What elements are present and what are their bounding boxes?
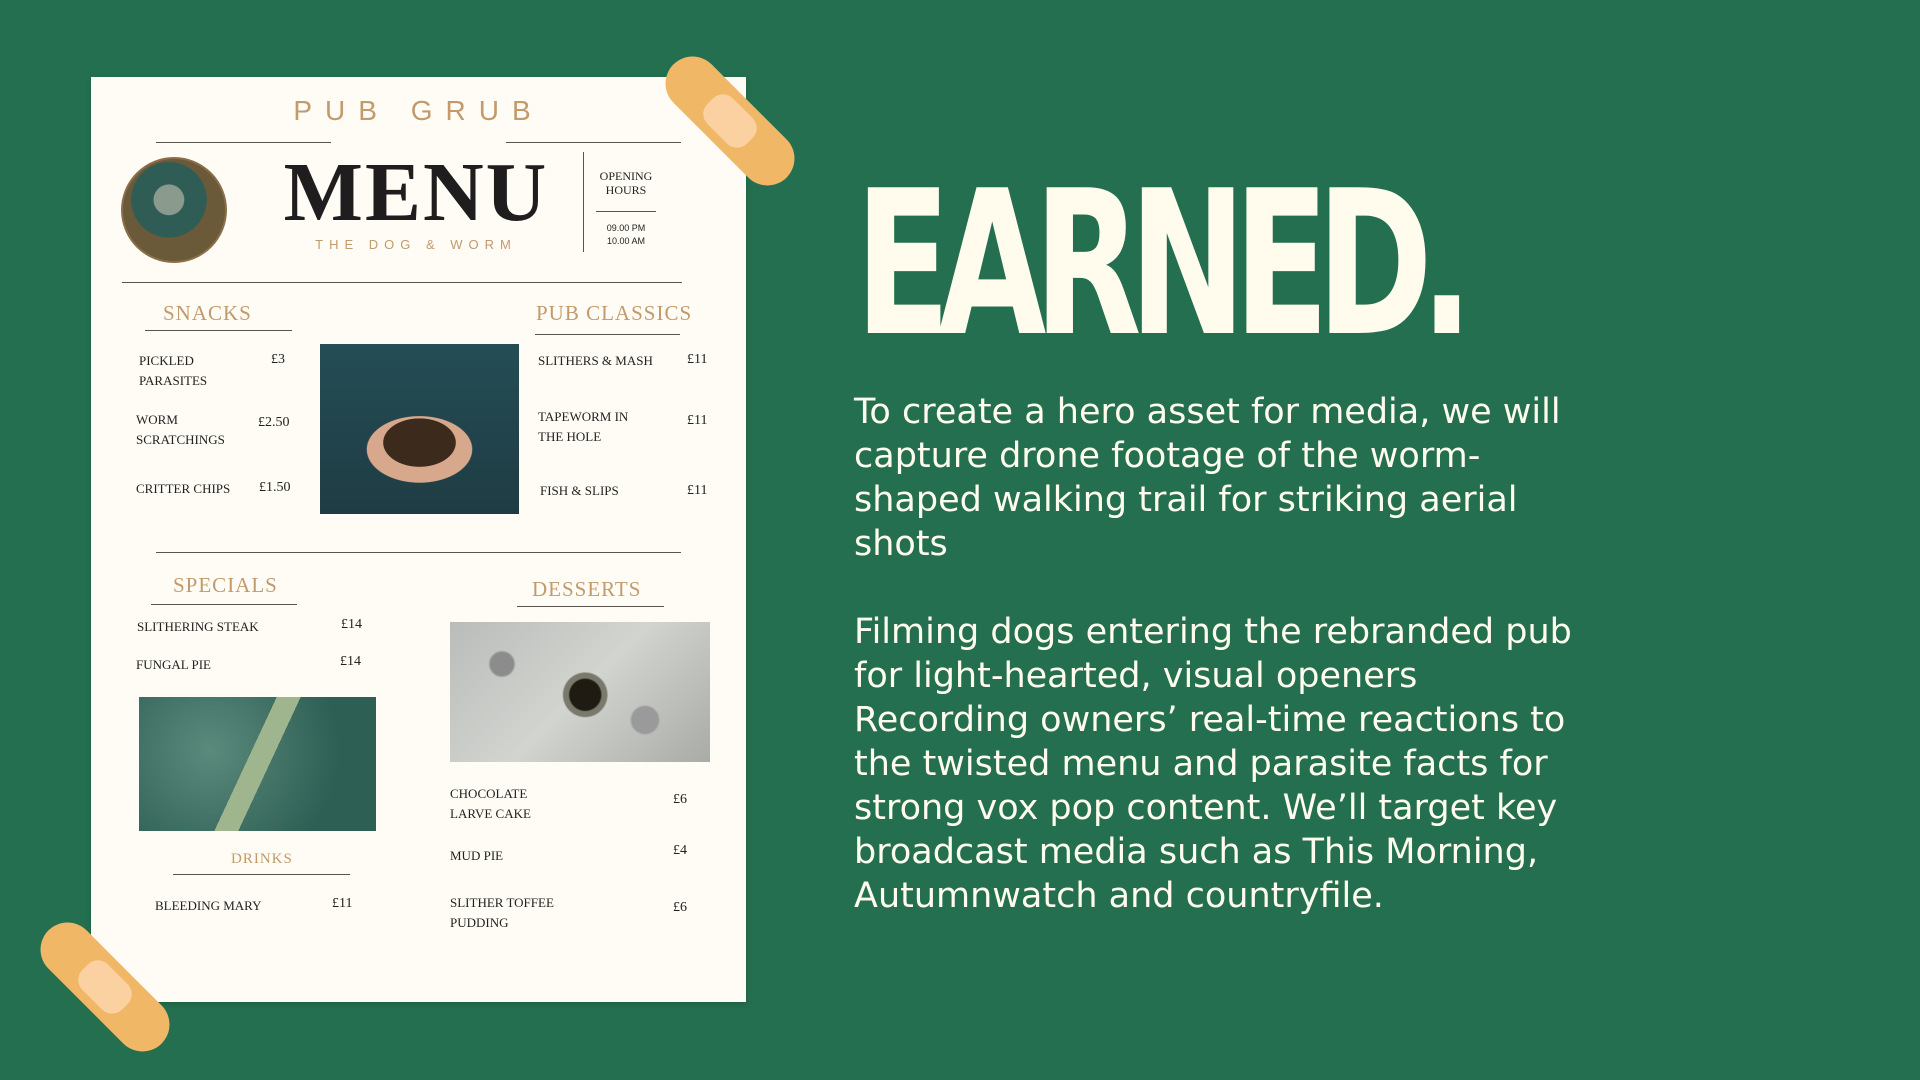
menu-item-name: PICKLED PARASITES: [139, 353, 208, 388]
drinks-title: DRINKS: [231, 851, 293, 867]
headline: EARNED.: [855, 148, 1461, 381]
menu-item-price: £4: [673, 843, 687, 858]
divider: [506, 142, 681, 143]
hands-with-worms-photo: [320, 344, 519, 514]
snacks-title: SNACKS: [163, 301, 252, 325]
divider: [535, 334, 680, 335]
menu-item-name: WORM SCRATCHINGS: [136, 412, 225, 447]
divider: [173, 874, 350, 875]
opening-time: 10.00 AM: [606, 236, 646, 246]
menu-item-price: £6: [673, 900, 687, 915]
menu-item-price: £6: [673, 792, 687, 807]
menu-card: [91, 77, 746, 1002]
divider: [151, 604, 297, 605]
pub-name-subtitle: THE DOG & WORM: [315, 237, 517, 252]
divider: [145, 330, 292, 331]
divider: [596, 211, 656, 212]
body-text: [854, 390, 1574, 918]
menu-title: MENU: [283, 146, 549, 239]
dog-logo-avatar: [121, 157, 227, 263]
menu-item-name: SLITHER TOFFEE PUDDING: [450, 895, 554, 930]
menu-item-name: MUD PIE: [450, 848, 504, 863]
divider: [156, 142, 331, 143]
menu-item-price: £11: [687, 483, 708, 498]
opening-hours-label: OPENING HOURS: [599, 169, 653, 197]
menu-item-price: £14: [341, 617, 362, 632]
pub-classics-title: PUB CLASSICS: [536, 301, 693, 325]
desserts-title: DESSERTS: [532, 577, 642, 601]
divider: [122, 282, 682, 283]
menu-item-price: £3: [271, 352, 285, 367]
specials-title: SPECIALS: [173, 573, 278, 597]
menu-item-price: £11: [687, 352, 708, 367]
body-paragraph: To create a hero asset for media, we will capture drone footage of the worm-shaped walking trail for striking aerial shots: [854, 392, 1561, 564]
divider: [517, 606, 664, 607]
menu-item-price: £14: [340, 654, 361, 669]
menu-item-name: SLITHERS & MASH: [538, 353, 653, 368]
opening-time: 09.00 PM: [606, 223, 646, 233]
vertical-divider: [583, 152, 584, 252]
opening-times: [589, 222, 663, 248]
menu-item-price: £1.50: [259, 480, 291, 495]
menu-item-name: SLITHERING STEAK: [137, 619, 259, 634]
menu-item-name: CHOCOLATE LARVE CAKE: [450, 786, 531, 821]
menu-item-name: BLEEDING MARY: [155, 898, 262, 913]
menu-item-name: FUNGAL PIE: [136, 657, 211, 672]
microscope-parasite-photo: [450, 622, 710, 762]
divider: [156, 552, 681, 553]
menu-item-name: CRITTER CHIPS: [136, 481, 231, 496]
menu-item-name: FISH & SLIPS: [540, 483, 619, 498]
menu-item-name: TAPEWORM IN THE HOLE: [538, 409, 629, 444]
body-paragraph: Filming dogs entering the rebranded pub for light-hearted, visual openers Recording owners’ real-time reactions to the twisted menu and parasite facts for strong vox pop content. We’ll target key broadcast media such as This Morning, Autumnwatch and countryfile.: [854, 612, 1572, 916]
pub-grub-heading: PUB GRUB: [293, 95, 544, 126]
menu-item-price: £11: [332, 896, 353, 911]
snail-on-leaf-photo: [139, 697, 376, 831]
menu-item-price: £2.50: [258, 415, 290, 430]
menu-item-price: £11: [687, 413, 708, 428]
